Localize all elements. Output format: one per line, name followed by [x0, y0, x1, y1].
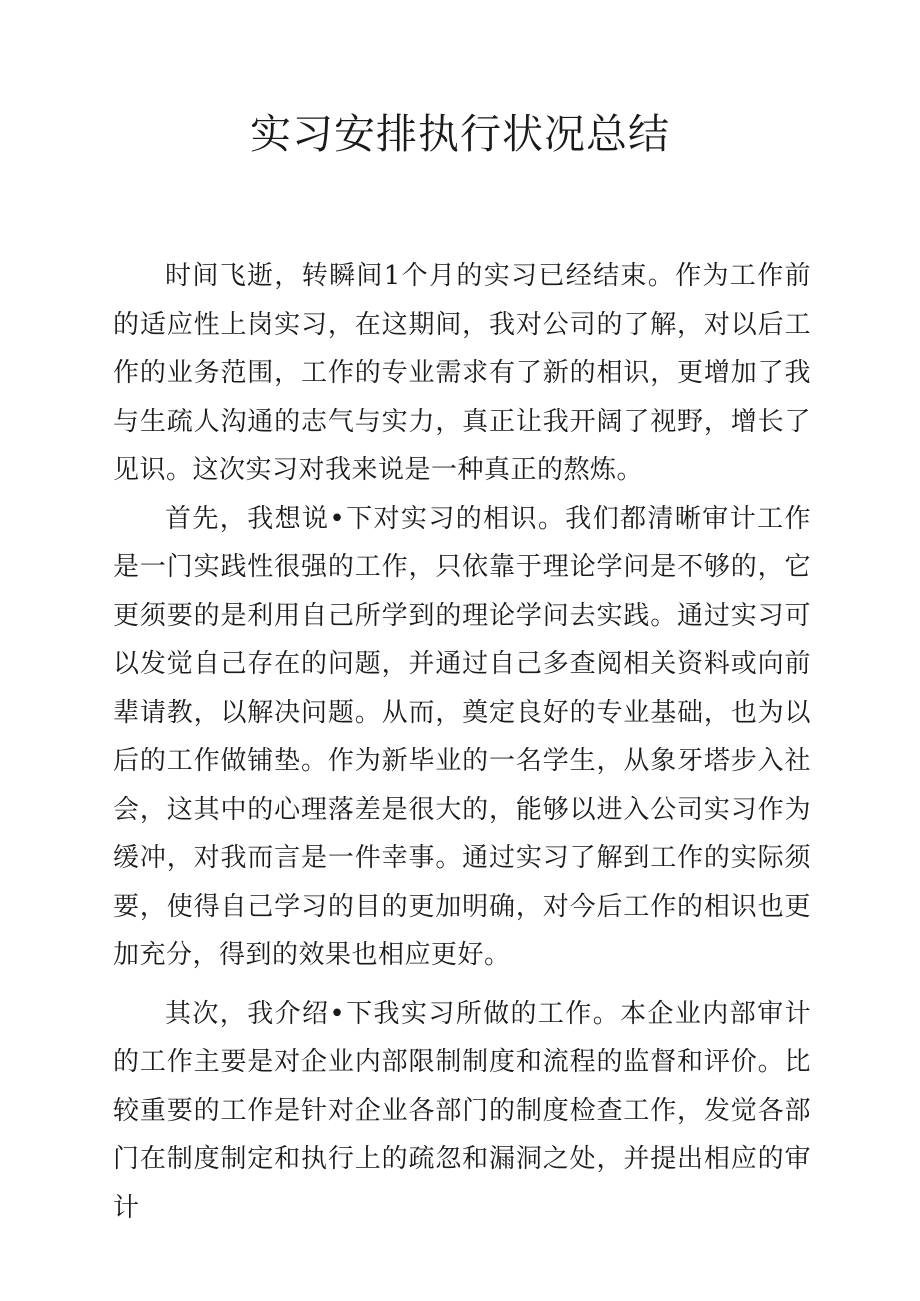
paragraph-internship-understanding: 首先，我想说•下对实习的相识。我们都清晰审计工作是一门实践性很强的工作，只依靠于理论学问是不够的，它更须要的是利用自己所学到的理论学问去实践。通过实习可以发觉自己存在的问题，并通过自己多查阅相关资料或向前辈请教，以解决问题。从而，奠定良好的专业基础，也为以后的工作做铺垫。作为新毕业的一名学生，从象牙塔步入社会，这其中的心理落差是很大的，能够以进入公司实习作为缓冲，对我而言是一件幸事。通过实习了解到工作的实际须要，使得自己学习的目的更加明确，对今后工作的相识也更加充分，得到的效果也相应更好。 — [113, 503, 811, 970]
document-body — [113, 252, 811, 1232]
paragraph-intro: 时间飞逝，转瞬间1个月的实习已经结束。作为工作前的适应性上岗实习，在这期间，我对公司的了解，对以后工作的业务范围，工作的专业需求有了新的相识，更增加了我与生疏人沟通的志气与实力，真正让我开阔了视野，增长了见识。这次实习对我来说是一种真正的熬炼。 — [113, 261, 811, 485]
paragraph-internship-work: 其次，我介绍•下我实习所做的工作。本企业内部审计的工作主要是对企业内部限制制度和流程的监督和评价。比较重要的工作是针对企业各部门的制度检查工作，发觉各部门在制度制定和执行上的疏忽和漏洞之处，并提出相应的审计 — [113, 998, 811, 1223]
document-title: 实习安排执行状况总结 — [250, 110, 670, 158]
